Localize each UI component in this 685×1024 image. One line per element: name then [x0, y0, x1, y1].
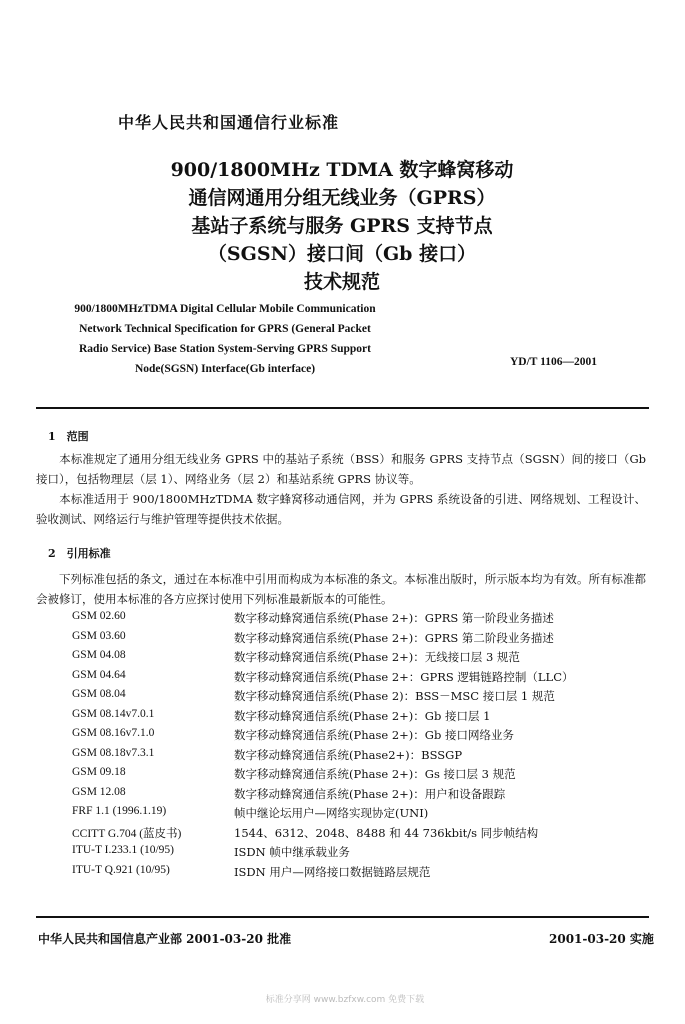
reference-description: ISDN 帧中继承载业务 [234, 845, 350, 859]
section-1-paragraph-2 [36, 490, 646, 529]
reference-code: GSM 08.04 [72, 688, 126, 700]
reference-description: 数字移动蜂窝通信系统(Phase 2+)：Gs 接口层 3 规范 [234, 767, 516, 781]
section-2-intro-text: 下列标准包括的条文，通过在本标准中引用而构成为本标准的条文。本标准出版时，所示版本均为有效。所有标准都会被修订，使用本标准的各方应探讨使用下列标准最新版本的可能性。 [36, 572, 646, 606]
chinese-title-line-2: 通信网通用分组无线业务（GPRS） [188, 187, 496, 209]
english-title-line-1: 900/1800MHzTDMA Digital Cellular Mobile Communication [74, 303, 376, 315]
organization-title: 中华人民共和国通信行业标准 [118, 113, 340, 132]
section-2-heading: 2 引用标准 [48, 547, 111, 560]
reference-code: GSM 12.08 [72, 785, 126, 798]
reference-code: GSM 08.14v7.0.1 [72, 707, 155, 720]
section-1-paragraph-1-text: 本标准规定了通用分组无线业务 GPRS 中的基站子系统（BSS）和服务 GPRS 支持节点（SGSN）间的接口（Gb 接口），包括物理层（层 1）、网络业务（层 2）和基站系统 GPRS 协议等。 [36, 452, 646, 486]
reference-description: 数字移动蜂窝通信系统(Phase 2+)：无线接口层 3 规范 [234, 650, 520, 664]
reference-code: GSM 03.60 [72, 629, 126, 642]
section-1-paragraph-2-text: 本标准适用于 900/1800MHzTDMA 数字蜂窝移动通信网，并为 GPRS 系统设备的引进、网络规划、工程设计、验收测试、网络运行与维护管理等提供技术依据。 [36, 492, 646, 526]
english-title-line-4: Node(SGSN) Interface(Gb interface) [134, 363, 316, 375]
chinese-title-line-3: 基站子系统与服务 GPRS 支持节点 [191, 215, 493, 237]
reference-description: 1544、6312、2048、8488 和 44 736kbit/s 同步帧结构 [234, 825, 539, 840]
footer-divider [36, 916, 649, 918]
reference-description: 数字移动蜂窝通信系统(Phase 2+)：GPRS 第一阶段业务描述 [234, 611, 554, 625]
section-1-paragraph-1 [36, 450, 646, 489]
reference-code: ITU-T I.233.1 (10/95) [72, 844, 174, 856]
header-divider [36, 407, 649, 409]
effective-date: 2001-03-20 实施 [549, 932, 654, 946]
reference-code: ITU-T Q.921 (10/95) [72, 863, 170, 876]
chinese-title [12, 156, 672, 296]
reference-code: GSM 08.16v7.1.0 [72, 727, 155, 739]
section-2-intro [36, 570, 646, 609]
chinese-title-line-4: （SGSN）接口间（Gb 接口） [207, 243, 477, 265]
reference-code: CCITT G.704 (蓝皮书) [72, 827, 182, 840]
reference-description: 数字移动蜂窝通信系统(Phase 2+：GPRS 逻辑链路控制（LLC） [234, 669, 574, 684]
chinese-title-line-5: 技术规范 [303, 271, 380, 293]
reference-description: 数字移动蜂窝通信系统(Phase 2+)：用户和设备跟踪 [234, 786, 506, 801]
reference-code: GSM 09.18 [72, 766, 126, 778]
english-title-line-2: Network Technical Specification for GPRS (General Packet [79, 323, 371, 335]
reference-description: 数字移动蜂窝通信系统(Phase 2)：BSS－MSC 接口层 1 规范 [234, 689, 555, 703]
reference-description: 数字移动蜂窝通信系统(Phase 2+)：Gb 接口网络业务 [234, 728, 514, 742]
reference-description: 数字移动蜂窝通信系统(Phase2+)：BSSGP [234, 747, 463, 762]
watermark: 标准分享网 www.bzfxw.com 免费下载 [265, 995, 425, 1005]
chinese-title-line-1: 900/1800MHz TDMA 数字蜂窝移动 [170, 159, 514, 181]
reference-description: 数字移动蜂窝通信系统(Phase 2+)：Gb 接口层 1 [234, 708, 491, 723]
reference-code: GSM 02.60 [72, 610, 126, 622]
english-title [15, 299, 435, 379]
reference-description: 数字移动蜂窝通信系统(Phase 2+)：GPRS 第二阶段业务描述 [234, 630, 554, 645]
section-1-heading: 1 范围 [48, 430, 89, 443]
reference-description: 帧中继论坛用户—网络实现协定(UNI) [234, 806, 429, 820]
reference-code: GSM 04.64 [72, 668, 126, 681]
reference-code: GSM 08.18v7.3.1 [72, 746, 155, 759]
reference-code: GSM 04.08 [72, 649, 126, 661]
approval-statement: 中华人民共和国信息产业部 2001-03-20 批准 [38, 932, 292, 946]
english-title-line-3: Radio Service) Base Station System-Serving GPRS Support [79, 343, 371, 355]
reference-description: ISDN 用户—网络接口数据链路层规范 [234, 864, 431, 879]
reference-code: FRF 1.1 (1996.1.19) [72, 805, 167, 817]
standard-code: YD/T 1106—2001 [510, 356, 598, 368]
